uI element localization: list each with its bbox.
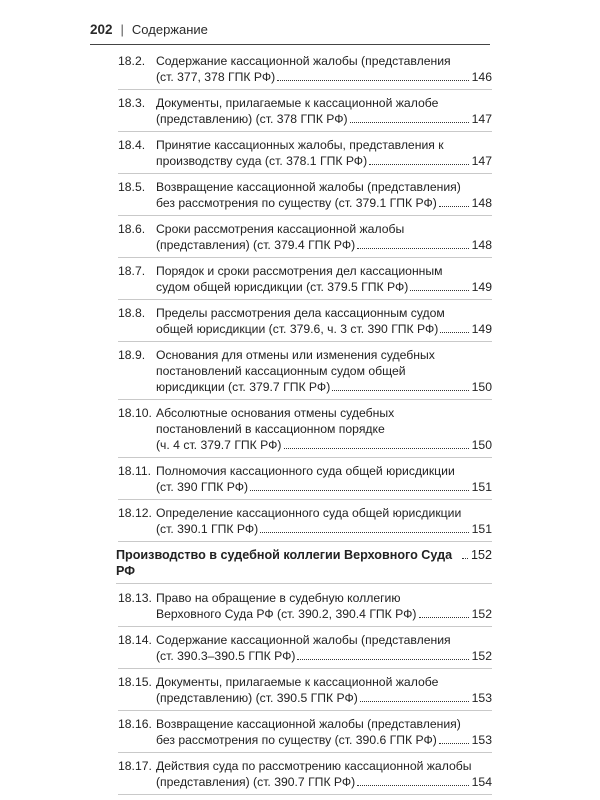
toc-entry[interactable]	[118, 758, 492, 795]
entry-title-line: Содержание кассационной жалобы (представления	[156, 633, 451, 647]
entry-page: 150	[471, 380, 492, 394]
entry-title	[156, 405, 492, 453]
entry-page: 147	[471, 112, 492, 126]
entry-final-line	[156, 111, 492, 127]
entry-title	[156, 53, 492, 85]
entry-number: 18.2.	[118, 54, 146, 68]
leader-dots	[260, 532, 468, 533]
entry-final-line	[156, 774, 492, 790]
entry-number: 18.16.	[118, 717, 152, 731]
leader-dots	[357, 248, 468, 249]
entry-final-line	[156, 521, 492, 537]
entry-title-line: (ст. 390.3–390.5 ГПК РФ)	[156, 649, 296, 663]
header-rule	[90, 44, 490, 45]
entry-page: 153	[471, 733, 492, 747]
entry-number: 18.4.	[118, 138, 146, 152]
entry-title-line: Возвращение кассационной жалобы (представления)	[156, 717, 461, 731]
toc-group-b	[118, 590, 492, 795]
entry-title-line: Содержание кассационной жалобы (представления	[156, 54, 451, 68]
leader-dots	[332, 390, 468, 391]
leader-dots	[440, 332, 468, 333]
toc-entry[interactable]	[118, 405, 492, 458]
entry-number: 18.6.	[118, 222, 146, 236]
entry-title	[156, 263, 492, 295]
section-title: Производство в судебной коллегии Верховного Суда РФ	[116, 548, 453, 578]
entry-final-line	[156, 379, 492, 395]
entry-title-line: Сроки рассмотрения кассационной жалобы	[156, 222, 405, 236]
leader-dots	[277, 80, 469, 81]
toc-entry[interactable]	[118, 221, 492, 258]
entry-number: 18.7.	[118, 264, 146, 278]
entry-page: 154	[471, 775, 492, 789]
toc-entry[interactable]	[118, 263, 492, 300]
entry-title	[156, 716, 492, 748]
entry-title	[156, 95, 492, 127]
entry-title-line: Порядок и сроки рассмотрения дел кассационным	[156, 264, 443, 278]
leader-dots	[439, 206, 469, 207]
entry-title	[156, 305, 492, 337]
toc-entry[interactable]	[118, 179, 492, 216]
entry-number: 18.5.	[118, 180, 146, 194]
entry-title-line: Абсолютные основания отмены судебных	[156, 406, 395, 420]
header-separator: |	[120, 22, 124, 37]
entry-title-line: Принятие кассационных жалобы, представления к	[156, 138, 444, 152]
entry-title-line: юрисдикции (ст. 379.7 ГПК РФ)	[156, 380, 331, 394]
entry-title	[156, 758, 492, 790]
entry-title-line: Возвращение кассационной жалобы (представления)	[156, 180, 461, 194]
entry-final-line	[156, 606, 492, 622]
entry-number: 18.12.	[118, 506, 152, 520]
leader-dots	[369, 164, 469, 165]
entry-page: 149	[471, 322, 492, 336]
entry-title-line: Право на обращение в судебную коллегию	[156, 591, 401, 605]
entry-page: 153	[471, 691, 492, 705]
toc-section-heading[interactable]	[116, 547, 492, 584]
entry-number: 18.8.	[118, 306, 146, 320]
entry-final-line	[156, 195, 492, 211]
entry-title-line: (ч. 4 ст. 379.7 ГПК РФ)	[156, 438, 282, 452]
entry-title-line: производству суда (ст. 378.1 ГПК РФ)	[156, 154, 368, 168]
entry-page: 152	[471, 649, 492, 663]
entry-title-line: Действия суда по рассмотрению кассационной жалобы	[156, 759, 472, 773]
entry-title-line: постановлений в кассационном порядке	[156, 422, 385, 436]
entry-title-line: Верховного Суда РФ (ст. 390.2, 390.4 ГПК РФ)	[156, 607, 417, 621]
entry-title-line: без рассмотрения по существу (ст. 390.6 ГПК РФ)	[156, 733, 437, 747]
entry-final-line	[156, 732, 492, 748]
section-page: 152	[470, 548, 492, 562]
entry-final-line	[156, 690, 492, 706]
entry-title-line: Документы, прилагаемые к кассационной жалобе	[156, 675, 439, 689]
entry-page: 148	[471, 196, 492, 210]
toc-group-a	[118, 53, 492, 542]
entry-title-line: судом общей юрисдикции (ст. 379.5 ГПК РФ)	[156, 280, 409, 294]
entry-title	[156, 137, 492, 169]
entry-title-line: (представления) (ст. 390.7 ГПК РФ)	[156, 775, 356, 789]
entry-title	[156, 221, 492, 253]
entry-number: 18.15.	[118, 675, 152, 689]
page-number: 202	[90, 22, 113, 37]
toc-entry[interactable]	[118, 305, 492, 342]
toc-entry[interactable]	[118, 674, 492, 711]
entry-final-line	[156, 437, 492, 453]
toc-entry[interactable]	[118, 590, 492, 627]
leader-dots	[439, 743, 469, 744]
entry-final-line	[156, 648, 492, 664]
entry-title	[156, 590, 492, 622]
entry-title-line: Основания для отмены или изменения судебных	[156, 348, 435, 362]
entry-title-line: (представления) (ст. 379.4 ГПК РФ)	[156, 238, 356, 252]
leader-dots	[297, 659, 468, 660]
entry-title	[156, 463, 492, 495]
entry-final-line	[156, 153, 492, 169]
toc-entry[interactable]	[118, 505, 492, 542]
toc-entry[interactable]	[118, 632, 492, 669]
toc-entry[interactable]	[118, 716, 492, 753]
entry-number: 18.13.	[118, 591, 152, 605]
entry-number: 18.11.	[118, 464, 151, 478]
entry-number: 18.10.	[118, 406, 152, 420]
entry-title-line: (представлению) (ст. 390.5 ГПК РФ)	[156, 691, 358, 705]
toc-entry[interactable]	[118, 53, 492, 90]
entry-title	[156, 179, 492, 211]
running-header	[90, 22, 490, 37]
entry-title-line: (ст. 377, 378 ГПК РФ)	[156, 70, 276, 84]
entry-page: 146	[471, 70, 492, 84]
entry-final-line	[156, 69, 492, 85]
entry-page: 148	[471, 238, 492, 252]
table-of-contents	[118, 53, 492, 800]
entry-title-line: (ст. 390 ГПК РФ)	[156, 480, 249, 494]
entry-title	[156, 347, 492, 395]
leader-dots	[350, 122, 469, 123]
leader-dots	[284, 448, 469, 449]
entry-title-line: Определение кассационного суда общей юрисдикции	[156, 506, 462, 520]
entry-number: 18.17.	[118, 759, 152, 773]
entry-final-line	[156, 279, 492, 295]
entry-number: 18.14.	[118, 633, 152, 647]
toc-entry[interactable]	[118, 137, 492, 174]
leader-dots	[357, 785, 468, 786]
entry-title	[156, 505, 492, 537]
entry-final-line	[156, 479, 492, 495]
running-title: Содержание	[131, 22, 208, 37]
entry-title-line: (ст. 390.1 ГПК РФ)	[156, 522, 259, 536]
toc-entry[interactable]	[118, 347, 492, 400]
leader-dots	[419, 617, 469, 618]
entry-final-line	[156, 237, 492, 253]
entry-number: 18.3.	[118, 96, 146, 110]
entry-page: 147	[471, 154, 492, 168]
entry-number: 18.9.	[118, 348, 146, 362]
entry-title	[156, 632, 492, 664]
entry-title-line: постановлений кассационным судом общей	[156, 364, 406, 378]
entry-title	[156, 674, 492, 706]
leader-dots	[410, 290, 468, 291]
entry-final-line	[156, 321, 492, 337]
entry-title-line: Пределы рассмотрения дела кассационным судом	[156, 306, 445, 320]
entry-title-line: (представлению) (ст. 378 ГПК РФ)	[156, 112, 348, 126]
entry-page: 150	[471, 438, 492, 452]
entry-page: 151	[471, 522, 492, 536]
toc-entry[interactable]	[118, 95, 492, 132]
entry-title-line: Документы, прилагаемые к кассационной жалобе	[156, 96, 439, 110]
leader-dots	[360, 701, 469, 702]
entry-title-line: общей юрисдикции (ст. 379.6, ч. 3 ст. 390 ГПК РФ)	[156, 322, 439, 336]
entry-title-line: без рассмотрения по существу (ст. 379.1 ГПК РФ)	[156, 196, 437, 210]
leader-dots	[462, 558, 468, 559]
toc-entry[interactable]	[118, 463, 492, 500]
leader-dots	[250, 490, 469, 491]
entry-page: 151	[471, 480, 492, 494]
entry-page: 149	[471, 280, 492, 294]
entry-title-line: Полномочия кассационного суда общей юрисдикции	[156, 464, 455, 478]
entry-page: 152	[471, 607, 492, 621]
